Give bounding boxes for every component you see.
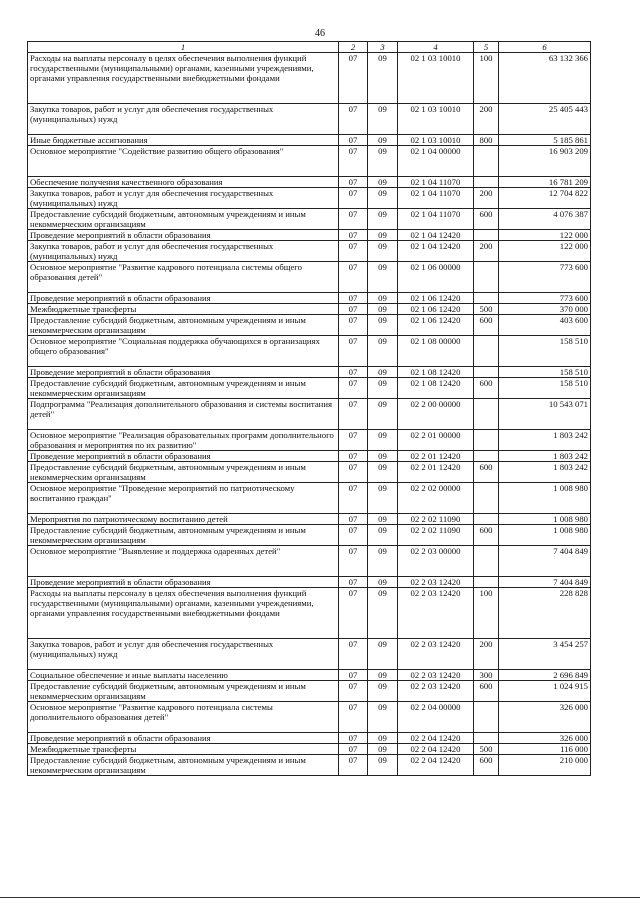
row-name-cell: Проведение мероприятий в области образования [28, 577, 339, 588]
table-row [28, 451, 591, 462]
table-row [28, 514, 591, 525]
row-section-cell: 07 [339, 315, 368, 336]
row-subsection-cell: 09 [368, 670, 398, 681]
row-target-code-cell: 02 2 01 12420 [398, 451, 474, 462]
row-subsection-cell: 09 [368, 733, 398, 744]
row-expense-type-cell [474, 702, 499, 733]
col-header-amount: 6 [499, 42, 591, 53]
row-name-cell: Основное мероприятие "Социальная поддержка обучающихся в организациях общего образования" [28, 336, 339, 367]
row-subsection-cell: 09 [368, 104, 398, 135]
table-row [28, 146, 591, 177]
row-section-cell: 07 [339, 188, 368, 209]
row-name-cell: Закупка товаров, работ и услуг для обеспечения государственных (муниципальных) нужд [28, 188, 339, 209]
col-header-expense-type: 5 [474, 42, 499, 53]
row-name-cell: Закупка товаров, работ и услуг для обеспечения государственных (муниципальных) нужд [28, 639, 339, 670]
row-amount-cell: 12 704 822 [499, 188, 591, 209]
table-row [28, 399, 591, 430]
row-name-cell: Закупка товаров, работ и услуг для обеспечения государственных (муниципальных) нужд [28, 241, 339, 262]
row-expense-type-cell: 100 [474, 588, 499, 639]
table-body [28, 53, 591, 776]
row-amount-cell: 158 510 [499, 378, 591, 399]
row-section-cell: 07 [339, 577, 368, 588]
row-expense-type-cell: 600 [474, 755, 499, 776]
row-target-code-cell: 02 2 02 11090 [398, 525, 474, 546]
row-expense-type-cell: 800 [474, 135, 499, 146]
table-row [28, 546, 591, 577]
row-subsection-cell: 09 [368, 209, 398, 230]
row-subsection-cell: 09 [368, 483, 398, 514]
row-name-cell: Основное мероприятие "Развитие кадрового потенциала системы дополнительного образования детей" [28, 702, 339, 733]
table-header-row [28, 42, 591, 53]
row-expense-type-cell [474, 367, 499, 378]
row-target-code-cell: 02 2 03 12420 [398, 588, 474, 639]
row-amount-cell: 25 405 443 [499, 104, 591, 135]
row-expense-type-cell: 600 [474, 525, 499, 546]
row-subsection-cell: 09 [368, 135, 398, 146]
table-row [28, 744, 591, 755]
row-section-cell: 07 [339, 755, 368, 776]
row-target-code-cell: 02 1 06 00000 [398, 262, 474, 293]
row-subsection-cell: 09 [368, 378, 398, 399]
row-section-cell: 07 [339, 104, 368, 135]
row-amount-cell: 16 903 209 [499, 146, 591, 177]
row-subsection-cell: 09 [368, 588, 398, 639]
row-subsection-cell: 09 [368, 146, 398, 177]
row-target-code-cell: 02 2 03 12420 [398, 681, 474, 702]
row-amount-cell: 403 600 [499, 315, 591, 336]
table-row [28, 262, 591, 293]
row-name-cell: Основное мероприятие "Выявление и поддержка одаренных детей" [28, 546, 339, 577]
row-section-cell: 07 [339, 336, 368, 367]
row-expense-type-cell: 600 [474, 209, 499, 230]
row-name-cell: Расходы на выплаты персоналу в целях обеспечения выполнения функций государственными (муниципальными) органами, казенными учреждениями, органами управления государственными внебюджетными фондами [28, 588, 339, 639]
table-row [28, 702, 591, 733]
row-amount-cell: 122 000 [499, 241, 591, 262]
table-row [28, 315, 591, 336]
table-row [28, 588, 591, 639]
row-target-code-cell: 02 2 04 12420 [398, 744, 474, 755]
row-section-cell: 07 [339, 681, 368, 702]
row-expense-type-cell: 200 [474, 104, 499, 135]
row-name-cell: Закупка товаров, работ и услуг для обеспечения государственных (муниципальных) нужд [28, 104, 339, 135]
row-amount-cell: 16 781 209 [499, 177, 591, 188]
row-target-code-cell: 02 1 04 12420 [398, 241, 474, 262]
row-target-code-cell: 02 2 01 12420 [398, 462, 474, 483]
row-expense-type-cell [474, 399, 499, 430]
row-subsection-cell: 09 [368, 639, 398, 670]
table-row [28, 241, 591, 262]
row-section-cell: 07 [339, 462, 368, 483]
row-target-code-cell: 02 2 03 12420 [398, 670, 474, 681]
row-expense-type-cell: 600 [474, 315, 499, 336]
table-row [28, 209, 591, 230]
row-subsection-cell: 09 [368, 577, 398, 588]
row-amount-cell: 326 000 [499, 702, 591, 733]
table-row [28, 483, 591, 514]
row-target-code-cell: 02 1 06 12420 [398, 293, 474, 304]
row-expense-type-cell: 200 [474, 188, 499, 209]
row-amount-cell: 122 000 [499, 230, 591, 241]
row-target-code-cell: 02 2 03 00000 [398, 546, 474, 577]
row-section-cell: 07 [339, 514, 368, 525]
row-amount-cell: 370 000 [499, 304, 591, 315]
row-section-cell: 07 [339, 367, 368, 378]
row-expense-type-cell [474, 546, 499, 577]
row-name-cell: Подпрограмма "Реализация дополнительного образования и системы воспитания детей" [28, 399, 339, 430]
row-amount-cell: 1 803 242 [499, 430, 591, 451]
row-target-code-cell: 02 2 04 12420 [398, 733, 474, 744]
row-name-cell: Предоставление субсидий бюджетным, автономным учреждениям и иным некоммерческим организациям [28, 209, 339, 230]
row-expense-type-cell [474, 514, 499, 525]
row-section-cell: 07 [339, 639, 368, 670]
row-subsection-cell: 09 [368, 53, 398, 104]
row-amount-cell: 210 000 [499, 755, 591, 776]
row-subsection-cell: 09 [368, 304, 398, 315]
row-amount-cell: 5 185 861 [499, 135, 591, 146]
row-section-cell: 07 [339, 262, 368, 293]
row-expense-type-cell [474, 336, 499, 367]
table-row [28, 104, 591, 135]
row-target-code-cell: 02 1 06 12420 [398, 304, 474, 315]
row-target-code-cell: 02 2 04 12420 [398, 755, 474, 776]
row-expense-type-cell [474, 733, 499, 744]
col-header-name: 1 [28, 42, 339, 53]
table-row [28, 53, 591, 104]
row-target-code-cell: 02 1 04 00000 [398, 146, 474, 177]
row-amount-cell: 1 008 980 [499, 525, 591, 546]
row-section-cell: 07 [339, 430, 368, 451]
row-expense-type-cell: 200 [474, 639, 499, 670]
row-name-cell: Проведение мероприятий в области образования [28, 293, 339, 304]
row-amount-cell: 1 803 242 [499, 451, 591, 462]
table-row [28, 378, 591, 399]
row-name-cell: Межбюджетные трансферты [28, 304, 339, 315]
row-target-code-cell: 02 1 08 12420 [398, 367, 474, 378]
row-subsection-cell: 09 [368, 430, 398, 451]
row-amount-cell: 1 024 915 [499, 681, 591, 702]
row-subsection-cell: 09 [368, 177, 398, 188]
row-section-cell: 07 [339, 733, 368, 744]
row-name-cell: Предоставление субсидий бюджетным, автономным учреждениям и иным некоммерческим организациям [28, 681, 339, 702]
row-expense-type-cell [474, 262, 499, 293]
row-amount-cell: 326 000 [499, 733, 591, 744]
row-section-cell: 07 [339, 546, 368, 577]
row-name-cell: Основное мероприятие "Развитие кадрового потенциала системы общего образования детей" [28, 262, 339, 293]
row-target-code-cell: 02 1 04 12420 [398, 230, 474, 241]
table-row [28, 525, 591, 546]
row-amount-cell: 1 803 242 [499, 462, 591, 483]
table-row [28, 670, 591, 681]
row-amount-cell: 7 404 849 [499, 546, 591, 577]
row-name-cell: Предоставление субсидий бюджетным, автономным учреждениям и иным некоммерческим организациям [28, 315, 339, 336]
row-subsection-cell: 09 [368, 755, 398, 776]
row-subsection-cell: 09 [368, 367, 398, 378]
row-name-cell: Предоставление субсидий бюджетным, автономным учреждениям и иным некоммерческим организациям [28, 378, 339, 399]
row-expense-type-cell: 600 [474, 681, 499, 702]
row-target-code-cell: 02 2 02 00000 [398, 483, 474, 514]
row-target-code-cell: 02 2 04 00000 [398, 702, 474, 733]
row-subsection-cell: 09 [368, 681, 398, 702]
row-name-cell: Мероприятия по патриотическому воспитанию детей [28, 514, 339, 525]
row-section-cell: 07 [339, 378, 368, 399]
row-name-cell: Предоставление субсидий бюджетным, автономным учреждениям и иным некоммерческим организациям [28, 755, 339, 776]
row-name-cell: Предоставление субсидий бюджетным, автономным учреждениям и иным некоммерческим организациям [28, 525, 339, 546]
row-subsection-cell: 09 [368, 514, 398, 525]
row-section-cell: 07 [339, 399, 368, 430]
row-amount-cell: 158 510 [499, 336, 591, 367]
row-expense-type-cell [474, 146, 499, 177]
row-target-code-cell: 02 2 03 12420 [398, 577, 474, 588]
row-subsection-cell: 09 [368, 188, 398, 209]
table-row [28, 230, 591, 241]
row-name-cell: Межбюджетные трансферты [28, 744, 339, 755]
row-expense-type-cell: 600 [474, 378, 499, 399]
row-target-code-cell: 02 2 03 12420 [398, 639, 474, 670]
table-row [28, 430, 591, 451]
row-amount-cell: 7 404 849 [499, 577, 591, 588]
table-row [28, 135, 591, 146]
page-number: 46 [315, 28, 325, 39]
row-section-cell: 07 [339, 304, 368, 315]
row-subsection-cell: 09 [368, 336, 398, 367]
row-section-cell: 07 [339, 241, 368, 262]
table-row [28, 304, 591, 315]
row-target-code-cell: 02 2 02 11090 [398, 514, 474, 525]
row-expense-type-cell: 300 [474, 670, 499, 681]
row-expense-type-cell [474, 451, 499, 462]
table-row [28, 188, 591, 209]
row-section-cell: 07 [339, 670, 368, 681]
row-section-cell: 07 [339, 209, 368, 230]
row-target-code-cell: 02 1 03 10010 [398, 104, 474, 135]
row-subsection-cell: 09 [368, 525, 398, 546]
row-name-cell: Основное мероприятие "Проведение мероприятий по патриотическому воспитанию граждан" [28, 483, 339, 514]
table-row [28, 577, 591, 588]
table-row [28, 336, 591, 367]
row-name-cell: Основное мероприятие "Реализация образовательных программ дополнительного образования и мероприятия по их развитию" [28, 430, 339, 451]
row-name-cell: Проведение мероприятий в области образования [28, 367, 339, 378]
row-expense-type-cell [474, 577, 499, 588]
row-subsection-cell: 09 [368, 451, 398, 462]
row-target-code-cell: 02 1 08 00000 [398, 336, 474, 367]
row-name-cell: Расходы на выплаты персоналу в целях обеспечения выполнения функций государственными (муниципальными) органами, казенными учреждениями, органами управления государственными внебюджетными фондами [28, 53, 339, 104]
row-subsection-cell: 09 [368, 230, 398, 241]
table-row [28, 367, 591, 378]
row-subsection-cell: 09 [368, 399, 398, 430]
row-subsection-cell: 09 [368, 262, 398, 293]
row-amount-cell: 1 008 980 [499, 483, 591, 514]
row-expense-type-cell [474, 230, 499, 241]
row-target-code-cell: 02 2 00 00000 [398, 399, 474, 430]
budget-table [27, 41, 591, 776]
row-amount-cell: 773 600 [499, 293, 591, 304]
row-target-code-cell: 02 1 04 11070 [398, 209, 474, 230]
row-name-cell: Проведение мероприятий в области образования [28, 230, 339, 241]
row-target-code-cell: 02 1 04 11070 [398, 188, 474, 209]
col-header-target-code: 4 [398, 42, 474, 53]
row-section-cell: 07 [339, 146, 368, 177]
row-section-cell: 07 [339, 525, 368, 546]
row-name-cell: Проведение мероприятий в области образования [28, 451, 339, 462]
row-section-cell: 07 [339, 483, 368, 514]
row-section-cell: 07 [339, 588, 368, 639]
row-name-cell: Предоставление субсидий бюджетным, автономным учреждениям и иным некоммерческим организациям [28, 462, 339, 483]
row-section-cell: 07 [339, 177, 368, 188]
table-row [28, 293, 591, 304]
col-header-subsection: 3 [368, 42, 398, 53]
row-amount-cell: 3 454 257 [499, 639, 591, 670]
row-expense-type-cell: 500 [474, 304, 499, 315]
row-subsection-cell: 09 [368, 546, 398, 577]
row-amount-cell: 2 696 849 [499, 670, 591, 681]
row-expense-type-cell [474, 293, 499, 304]
row-subsection-cell: 09 [368, 702, 398, 733]
row-name-cell: Иные бюджетные ассигнования [28, 135, 339, 146]
row-section-cell: 07 [339, 744, 368, 755]
row-subsection-cell: 09 [368, 744, 398, 755]
row-subsection-cell: 09 [368, 293, 398, 304]
table-row [28, 681, 591, 702]
table-row [28, 177, 591, 188]
row-target-code-cell: 02 1 03 10010 [398, 135, 474, 146]
row-section-cell: 07 [339, 53, 368, 104]
row-section-cell: 07 [339, 702, 368, 733]
row-target-code-cell: 02 1 08 12420 [398, 378, 474, 399]
row-expense-type-cell [474, 177, 499, 188]
row-target-code-cell: 02 2 01 00000 [398, 430, 474, 451]
row-subsection-cell: 09 [368, 462, 398, 483]
row-name-cell: Основное мероприятие "Содействие развитию общего образования" [28, 146, 339, 177]
row-section-cell: 07 [339, 230, 368, 241]
row-expense-type-cell: 500 [474, 744, 499, 755]
table-row [28, 755, 591, 776]
row-amount-cell: 1 008 980 [499, 514, 591, 525]
row-target-code-cell: 02 1 03 10010 [398, 53, 474, 104]
row-amount-cell: 116 000 [499, 744, 591, 755]
row-target-code-cell: 02 1 04 11070 [398, 177, 474, 188]
row-amount-cell: 228 828 [499, 588, 591, 639]
row-expense-type-cell: 600 [474, 462, 499, 483]
table-row [28, 462, 591, 483]
row-section-cell: 07 [339, 293, 368, 304]
row-amount-cell: 4 076 387 [499, 209, 591, 230]
page-bottom-edge [0, 897, 640, 898]
table-row [28, 733, 591, 744]
row-section-cell: 07 [339, 135, 368, 146]
row-amount-cell: 10 543 071 [499, 399, 591, 430]
row-expense-type-cell [474, 430, 499, 451]
row-subsection-cell: 09 [368, 241, 398, 262]
row-amount-cell: 63 132 366 [499, 53, 591, 104]
row-name-cell: Обеспечение получения качественного образования [28, 177, 339, 188]
row-target-code-cell: 02 1 06 12420 [398, 315, 474, 336]
row-name-cell: Социальное обеспечение и иные выплаты населению [28, 670, 339, 681]
row-amount-cell: 158 510 [499, 367, 591, 378]
table-row [28, 639, 591, 670]
row-amount-cell: 773 600 [499, 262, 591, 293]
row-name-cell: Проведение мероприятий в области образования [28, 733, 339, 744]
row-expense-type-cell: 100 [474, 53, 499, 104]
row-subsection-cell: 09 [368, 315, 398, 336]
row-expense-type-cell [474, 483, 499, 514]
row-expense-type-cell: 200 [474, 241, 499, 262]
col-header-section: 2 [339, 42, 368, 53]
row-section-cell: 07 [339, 451, 368, 462]
